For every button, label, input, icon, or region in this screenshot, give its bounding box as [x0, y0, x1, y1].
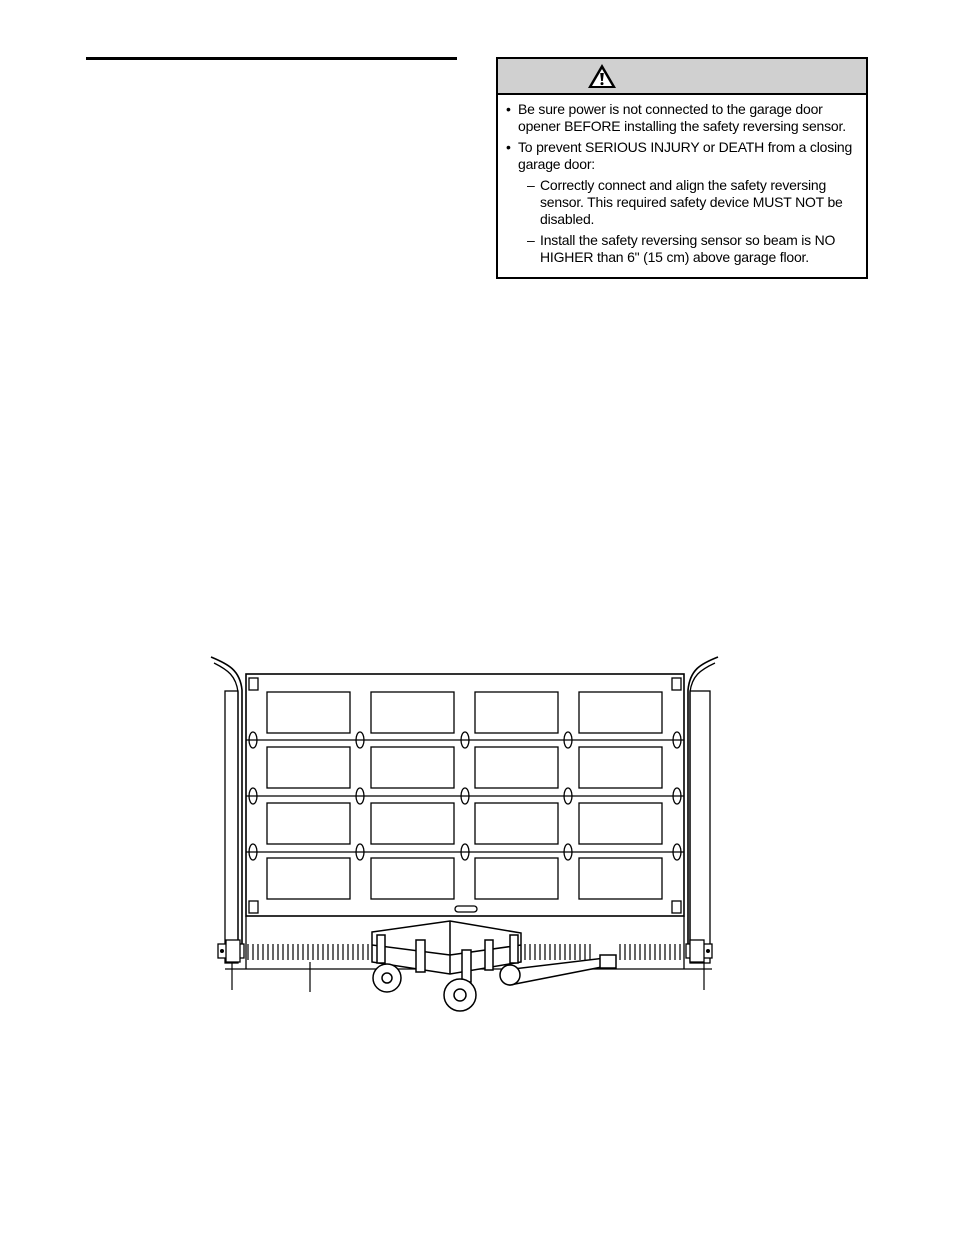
- warning-bullet-power: • Be sure power is not connected to the garage door opener BEFORE installing the safety reversing sensor.: [506, 101, 846, 134]
- warning-bullet-text: Be sure power is not connected to the garage door opener BEFORE installing the safety reversing sensor.: [518, 101, 846, 134]
- warning-body: [498, 95, 866, 266]
- warning-subitem-text: Install the safety reversing sensor so beam is NO HIGHER than 6" (15 cm) above garage floor.: [540, 232, 836, 265]
- warning-triangle-icon: [587, 63, 617, 89]
- warning-box: [496, 57, 868, 279]
- warning-subitem-text: Correctly connect and align the safety reversing sensor. This required safety device MUST NOT be disabled.: [540, 177, 843, 227]
- warning-bullet-text: To prevent SERIOUS INJURY or DEATH from a closing garage door:: [518, 139, 853, 172]
- warning-header: [498, 59, 866, 95]
- garage-door-with-wagon-illustration: [200, 645, 730, 1025]
- warning-subitem-height: – Install the safety reversing sensor so beam is NO HIGHER than 6" (15 cm) above garage floor.: [527, 232, 836, 265]
- section-top-rule: [86, 57, 457, 60]
- warning-subitem-connect: – Correctly connect and align the safety reversing sensor. This required safety device MUST NOT be disabled.: [527, 177, 843, 227]
- warning-bullet-injury: • To prevent SERIOUS INJURY or DEATH from a closing garage door:: [506, 139, 853, 172]
